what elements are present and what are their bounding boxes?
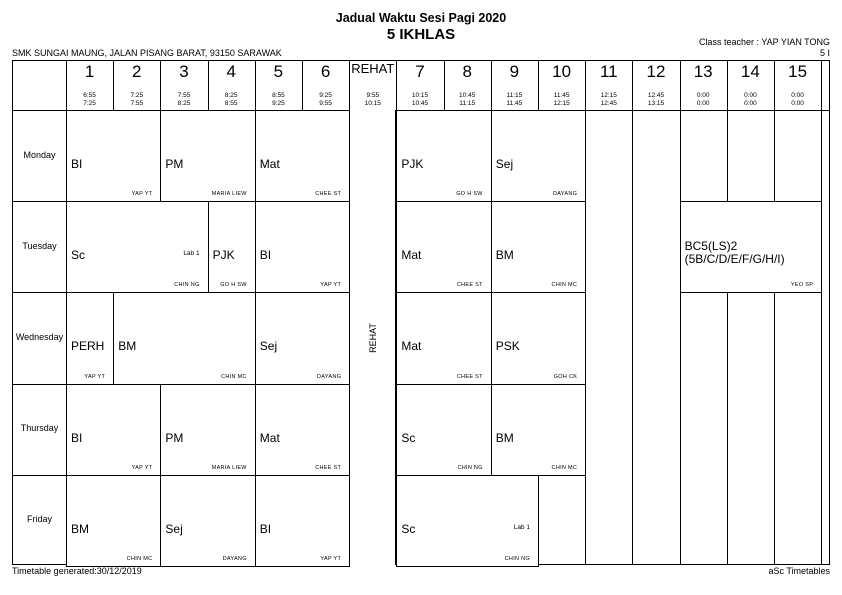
period-header: 3 [179, 62, 189, 81]
lesson-cell [396, 292, 491, 384]
lesson-teacher: CHIN NG [457, 464, 483, 471]
lesson-subject: PJK [212, 248, 235, 263]
lesson-subject: Sc [71, 248, 86, 263]
lesson-subject: PSK [495, 339, 520, 354]
period-end: 9:25 [272, 99, 285, 107]
period-end: 12:15 [553, 99, 570, 107]
lesson-teacher: CHIN MC [551, 282, 578, 289]
lesson-cell [396, 384, 491, 476]
period-header: 4 [226, 62, 236, 81]
period-header: 12 [646, 62, 666, 81]
lesson-cell [255, 110, 350, 202]
lesson-cell [66, 384, 161, 476]
period-start: 10:45 [459, 92, 476, 99]
lesson-teacher: YAP YT [84, 373, 106, 380]
lesson-teacher: CHEE ST [456, 373, 483, 380]
lesson-teacher: CHIN MC [126, 555, 153, 562]
period-header: 15 [788, 62, 808, 81]
period-start: 7:55 [177, 92, 191, 99]
lesson-subject: Sej [165, 521, 183, 536]
lesson-teacher: YAP YT [131, 191, 153, 198]
lesson-subject: BC5(LS)2 (5B/C/D/E/F/G/H/I) [684, 239, 785, 267]
lesson-cell [491, 384, 586, 476]
period-start: 7:25 [130, 92, 144, 99]
lesson-teacher: GOH CK [553, 373, 578, 380]
grid-vline [821, 61, 822, 564]
period-header: 6 [320, 62, 331, 81]
period-time [727, 92, 774, 107]
period-header: REHAT [351, 61, 395, 76]
period-end: 10:15 [364, 99, 381, 107]
lesson-cell [396, 201, 491, 293]
lesson-cell [491, 110, 586, 202]
lesson-teacher: GO H SW [456, 191, 483, 198]
period-start: 12:45 [647, 92, 665, 99]
day-label: Wednesday [15, 332, 64, 342]
row-divider [13, 384, 66, 385]
period-time [349, 92, 396, 107]
period-header: 13 [693, 62, 713, 81]
period-time [444, 92, 491, 107]
period-start: 6:55 [83, 92, 96, 99]
lesson-room: Lab 1 [513, 523, 530, 531]
lesson-cell [208, 201, 256, 293]
school-address: SMK SUNGAI MAUNG, JALAN PISANG BARAT, 93150 SARAWAK [12, 48, 282, 58]
period-time [538, 92, 585, 107]
lesson-cell [66, 475, 161, 567]
lesson-subject: PJK [401, 157, 424, 171]
period-time [208, 92, 255, 107]
lesson-cell [491, 292, 586, 384]
day-label: Tuesday [22, 240, 57, 251]
period-time [585, 92, 632, 107]
period-header: 2 [132, 62, 142, 81]
lesson-teacher: MARIA LIEW [211, 191, 247, 198]
period-end: 10:45 [411, 99, 429, 107]
period-start: 0:00 [791, 92, 804, 99]
timetable-title: Jadual Waktu Sesi Pagi 2020 [335, 11, 507, 25]
lesson-subject: BI [71, 157, 83, 171]
lesson-cell [396, 475, 539, 567]
lesson-cell [66, 201, 209, 293]
period-end: 8:55 [224, 99, 238, 107]
lesson-teacher: CHIN NG [504, 555, 530, 562]
lesson-cell [66, 292, 114, 384]
period-time [160, 92, 207, 107]
lesson-cell [160, 384, 255, 476]
period-time [255, 92, 302, 107]
lesson-teacher: CHIN NG [174, 282, 200, 289]
lesson-subject: PM [165, 157, 184, 171]
period-time [302, 92, 349, 107]
period-header: 1 [84, 62, 95, 81]
lesson-teacher: YEO SP [790, 282, 814, 289]
row-divider [13, 201, 66, 202]
lesson-teacher: CHIN MC [221, 373, 247, 380]
lesson-subject: PERH [71, 339, 105, 354]
period-header: 14 [740, 62, 760, 81]
lesson-subject: BM [495, 248, 514, 263]
period-start: 10:15 [411, 92, 429, 99]
lesson-subject: Sc [401, 430, 416, 445]
period-header: 5 [273, 62, 284, 81]
lesson-teacher: GO H SW [220, 282, 247, 289]
lesson-teacher: CHIN MC [551, 464, 578, 471]
lesson-subject: BM [495, 430, 514, 445]
period-end: 8:25 [177, 99, 191, 107]
period-end: 11:15 [459, 99, 476, 107]
rehat-vertical-label: REHAT [367, 322, 378, 353]
period-start: 9:25 [319, 92, 332, 99]
period-start: 0:00 [696, 92, 710, 99]
lesson-cell [491, 201, 586, 293]
period-time [113, 92, 160, 107]
lesson-teacher: CHEE ST [456, 282, 483, 289]
lesson-subject: BM [71, 521, 89, 536]
lesson-subject: Mat [401, 339, 422, 354]
lesson-cell [113, 292, 256, 384]
software-credit: aSc Timetables [768, 566, 830, 576]
generated-date: Timetable generated:30/12/2019 [12, 566, 142, 576]
period-start: 8:25 [224, 92, 238, 99]
lesson-subject: Sej [495, 157, 514, 171]
lesson-teacher: YAP YT [320, 282, 342, 289]
period-header: 9 [509, 62, 520, 81]
rehat-column [349, 110, 396, 565]
period-end: 9:55 [319, 99, 332, 107]
row-divider [13, 475, 66, 476]
period-header: 10 [552, 62, 572, 81]
lesson-cell [66, 110, 161, 202]
period-end: 0:00 [744, 99, 757, 107]
period-header: 7 [415, 62, 425, 81]
period-time [680, 92, 727, 107]
period-time [66, 92, 113, 107]
lesson-subject: Mat [259, 157, 280, 171]
page-label: 5 I [819, 48, 830, 58]
lesson-teacher: CHEE ST [315, 464, 342, 471]
lesson-subject: BI [259, 521, 272, 536]
lesson-subject: BI [71, 430, 83, 445]
day-label: Monday [23, 149, 56, 160]
lesson-subject: PM [165, 430, 184, 445]
lesson-cell [396, 110, 491, 202]
timetable-grid [12, 60, 830, 565]
period-start: 9:55 [366, 92, 380, 99]
lesson-cell [255, 384, 350, 476]
lesson-teacher: MARIA LIEW [211, 464, 247, 471]
period-start: 11:15 [506, 92, 523, 99]
period-start: 0:00 [744, 92, 757, 99]
lesson-teacher: DAYANG [552, 191, 578, 198]
grid-vline [680, 61, 681, 564]
day-label: Friday [26, 514, 52, 525]
lesson-cell [680, 201, 823, 293]
grid-vline [632, 61, 633, 564]
period-header: 11 [599, 62, 618, 81]
lesson-teacher: DAYANG [316, 373, 342, 380]
lesson-subject: Sej [259, 339, 278, 354]
grid-vline [727, 61, 728, 564]
lesson-cell [160, 475, 255, 567]
period-time [774, 92, 821, 107]
period-start: 8:55 [272, 92, 285, 99]
lesson-subject: BM [118, 339, 137, 354]
period-time [396, 92, 443, 107]
period-end: 12:45 [600, 99, 617, 107]
lesson-subject: Mat [259, 430, 280, 445]
period-end: 0:00 [791, 99, 804, 107]
period-end: 7:25 [83, 99, 96, 107]
class-name: 5 IKHLAS [386, 26, 456, 43]
lesson-teacher: CHEE ST [315, 191, 342, 198]
day-label: Thursday [20, 423, 59, 434]
grid-vline [774, 61, 775, 564]
class-teacher: Class teacher : YAP YIAN TONG [698, 37, 830, 47]
period-start: 11:45 [553, 92, 570, 99]
lesson-subject: Mat [401, 248, 422, 263]
period-time [491, 92, 538, 107]
row-divider [13, 292, 66, 293]
lesson-teacher: YAP YT [320, 555, 342, 562]
lesson-cell [160, 110, 255, 202]
period-end: 13:15 [647, 99, 665, 107]
period-time [632, 92, 679, 107]
period-start: 12:15 [600, 92, 617, 99]
period-end: 11:45 [506, 99, 523, 107]
lesson-teacher: DAYANG [222, 555, 247, 562]
period-end: 0:00 [696, 99, 710, 107]
lesson-cell [255, 292, 350, 384]
lesson-cell [255, 201, 350, 293]
lesson-teacher: YAP YT [131, 464, 153, 471]
lesson-subject: BI [259, 248, 272, 263]
period-header: 8 [462, 62, 472, 81]
lesson-cell [255, 475, 350, 567]
period-end: 7:55 [130, 99, 144, 107]
lesson-subject: Sc [401, 521, 416, 536]
lesson-room: Lab 1 [183, 250, 200, 258]
